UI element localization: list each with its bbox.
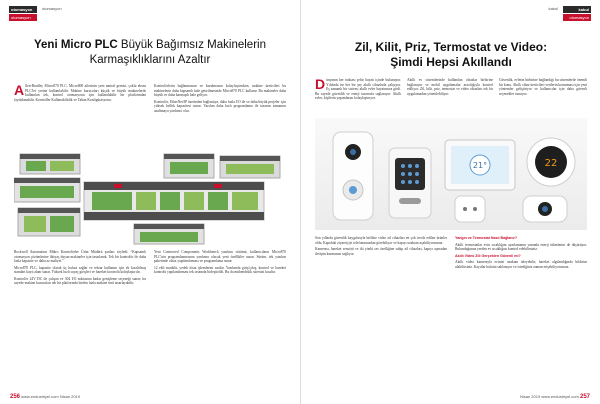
- intro-text: llen-Bradley Micro870 PLC, Micro800 ailesinin yeni amiral gemisi, çoklu eksen PLC'ler yerine kullanılabilir. Makine kurucuları küçük ve büyük makinelerde kullanılan tek, kontrol otomasyonu için kullanılabilir bir platformdan faydalanabilir. Kontroller Kullanabilirlik ve Taban Konfigürasyonu.: [14, 84, 146, 102]
- section-tag-top: kabul: [563, 6, 591, 13]
- right-lower-col-1: [315, 236, 447, 258]
- paragraph: Kontrolör, EtherNet/IP üzerinden bağlantıya, daha fazla I/O ile ve daha büyük projeler için yüksek bellek kapasitesi sunar. Yazılım daha hızlı programlama ile tasarım zamanını azaltmaya yardımcı olur.: [154, 99, 286, 113]
- section-mini-label: kabul: [548, 6, 558, 11]
- svg-text:21°: 21°: [472, 161, 488, 170]
- paragraph: Son yıllarda güvenlik kaygılarıyla birlikte video zil cihazları en çok tercih edilen ürünler oldu. Kapıdaki ziyaretçiyi telefonunuzdan görebiliyor ve kapıyı uzaktan açabiliyorsunuz.: [315, 236, 447, 245]
- article-title-left: [14, 38, 286, 68]
- footer-left: [10, 394, 80, 400]
- plc-illustration: [14, 148, 286, 246]
- left-lower-column: [14, 250, 146, 288]
- footer-text: www.endustriyel.com Nisan 2019: [21, 394, 81, 399]
- section-tag-bottom: otomasyon: [9, 14, 37, 21]
- dropcap-d: D: [315, 76, 326, 92]
- paragraph: 12 ekli modülü, yedek itisat işlemlerini azaltır. Yazılımda giriş/çıkış, kontrol ve hareket kontrolü yapılandırması tek ortamda birleştirildi. Bu da mühendislik süresini kısaltır.: [154, 265, 286, 274]
- paragraph: Güvenlik, evlerin birbirine bağlandığı bu sistemlerde önemli bir konu. Akıllı cihaz üreticileri verilerin korunması için yeni yöntemler geliştiriyor ve kullanıcılar için daha güvenli seçenekler sunuyor.: [499, 78, 587, 96]
- paragraph: Akıllı video kamerayla evinizi uzaktan izleyebilir, hareket algılandığında bildirim alabilirsiniz. Kayıtlar bulutta saklanıyor ve istediğiniz zaman erişebiliyorsunuz.: [455, 260, 587, 269]
- section-tag-right: [560, 4, 594, 24]
- paragraph: Kontrolörlerin bağlanmasını ve kurulmasını kolaylaştırırken, makine üreticileri bu makinelerin daha kapsamlı hale getirilmesinde Micro870 PLC kullanır. Bu makineler daha büyük ve daha karmaşık hale geliyor.: [154, 84, 286, 97]
- right-column-top: [154, 84, 286, 115]
- paragraph: Kamerası, hareket sensörü ve iki yönlü ses özelliğine sahip zil cihazları, kapıyı açmadan iletişim kurmanızı sağlıyor.: [315, 247, 447, 256]
- paragraph: Rockwell Automation Mikro Kontrolörler Ürün Müdürü şunları söyledi: “Kapsamlı otomasyon çözümlerine ihtiyaç duyan makineler için tasarlandı. Tek bir kontrolör ile daha fazla kapasite ve daha az maliyet.”: [14, 250, 146, 263]
- svg-text:22: 22: [544, 158, 558, 169]
- intro-column: [14, 84, 146, 104]
- section-tag-left: [6, 4, 40, 24]
- paragraph: Micro870 PLC, kapasite olarak üç hafıza sağlar ve tekrar kullanım için ek kısaltılmış standart kayıt alanı sunar. Yüksek hızlı sayaç girişleri ve hareket kontrolü kolaylaştırılır.: [14, 265, 146, 274]
- section-tag-bottom: otomasyon: [563, 14, 591, 21]
- title-line-2: Şimdi Hepsi Akıllandı: [390, 55, 512, 69]
- paragraph: Akıllı ev sistemlerinde kullanılan cihazlar birbirine bağlanıyor ve mobil uygulamalar aracılığıyla kontrol ediliyor. Zil, kilit, priz, termostat ve video cihazları tek bir uygulamadan yönetilebiliyor.: [407, 78, 493, 96]
- plc-product-photo: [14, 148, 286, 246]
- intro-paragraph: [14, 84, 146, 102]
- article-title-right: [315, 40, 587, 70]
- right-col-3: [499, 78, 587, 98]
- subheading: Akıllı Video Zili Gerçekten Güvenli mi?: [455, 253, 521, 258]
- right-page: [300, 0, 600, 404]
- section-mini-label: otomasyon: [42, 6, 62, 11]
- paragraph: Yeni Connected Components Workbench yazılımı sürümü, kullanıcıların Micro870 PLC'nin programlanmasına yardımcı olacak yeni özellikler sunar. Sürüm, tek yazılım paketinde cihaz yapılandırması ve programlama sunar.: [154, 250, 286, 263]
- dropcap-a: A: [14, 82, 25, 98]
- page-number: 257: [579, 394, 590, 400]
- right-col-1: [315, 78, 401, 103]
- section-tag-top: otomasyon: [9, 6, 37, 13]
- title-line-1: Zil, Kilit, Priz, Termostat ve Video:: [354, 40, 548, 54]
- title-bold: Yeni Micro PLC: [33, 39, 118, 51]
- footer-right: [520, 394, 590, 400]
- intro-text: ünyanın her noktası şehir hayatı içinde bulunuyor. Yıldızda ise her bir şey akıllı cihazlarla çalışıyor. Eş zamanlı bir sistem; akıllı evler hayatımıza girdi. Bu sayede güvenlik ve enerji tasarrufu sağlanıyor. Akıllı evler, kişilerin yaşamlarını kolaylaştırıyor.: [315, 78, 401, 100]
- paragraph: Akıllı termostatlar evin sıcaklığını ayarlamanın yanında enerji tüketimini de düşürüyor. Bulunduğunuz yerden ev sıcaklığını kontrol edebilirsiniz.: [455, 242, 587, 251]
- page-number: 256: [10, 394, 21, 400]
- paragraph: [315, 78, 401, 101]
- right-lower-column: [154, 250, 286, 277]
- right-col-2: [407, 78, 493, 98]
- right-lower-col-2: [455, 236, 587, 271]
- footer-text: Nisan 2019 www.endustriyel.com: [519, 394, 579, 399]
- title-rest: Büyük Bağımsız Makinelerin Karmaşıklıklarını Azaltır: [89, 39, 266, 66]
- smart-home-photo: [315, 118, 587, 230]
- paragraph: Kontrolör 24V DC ile çalışan ve 304 I/O noktasına kadar genişleme seçeneği sunar; bu sayede makine kurucuları tek bir platformda birden fazla makine türü tasarlayabilir.: [14, 276, 146, 285]
- smart-devices-illustration: [315, 118, 587, 230]
- subheading: Yangın ve Termostat Nasıl Bağlanır?: [455, 236, 518, 240]
